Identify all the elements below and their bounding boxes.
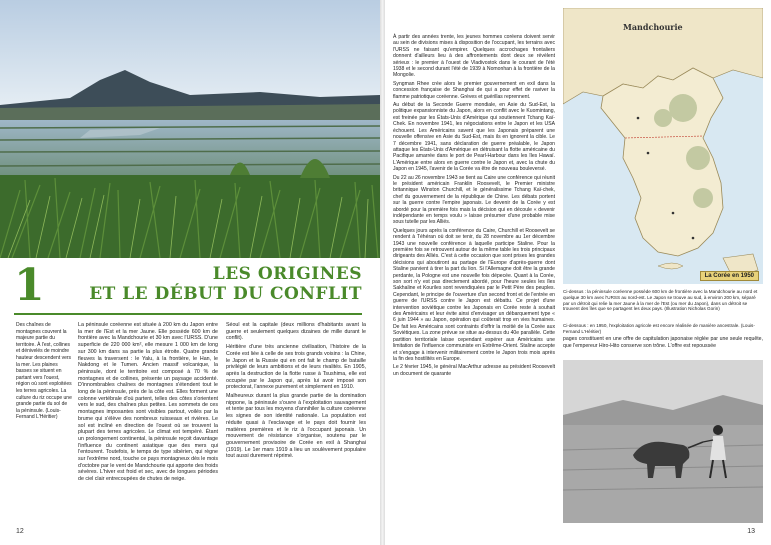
paragraph: Syngman Rhee crée alors le premier gouvernement en exil dans la concession française de Shanghai de qui a pour effet de raviver la flamme patriotique coréenne. Grèves et guérillas reprennent. [393,80,555,100]
text-column-4 [563,336,763,351]
paragraph: Au début de la Seconde Guerre mondiale, en Asie du Sud-Est, la politique expansionniste du Japon, alors en conflit avec le Kuomintang, est freinée par les États-Unis d'Amérique qui soutiennent Tchang Kaï-Chek. En novembre 1941, les négociations entre le Japon et les USA échouent. Les Américains savent que les Japonais préparent une nouvelle offensive en Asie du Sud-Est, mais ils en ignorent la cible. Le 7 décembre 1941, sans déclaration de guerre préalable, le Japon attaque les États-Unis d'Amérique en détruisant la flotte américaine du Pacifique amarrée dans le port de Pearl-Harbour dans les îles Hawaï. L'Amérique entre alors en guerre contre le Japon et, avec la chute du Japon en 1945, l'avenir de la Corée va être de nouveau bouleversé. [393,102,555,173]
farmer-ox-photo [563,360,763,523]
paragraph: Quelques jours après la conférence du Caire, Churchill et Roosevelt se rendent à Téhéran où doit se tenir, du 28 novembre au 1er décembre 1943 une nouvelle conférence à laquelle participe Staline. Pour la première fois se retrouvent autour de la même table les trois principaux dirigeants des Alliés. C'est à cette occasion que sont prises les grandes décisions qui aboutiront au partage de l'Europe d'après-guerre dont Staline parvient à tirer la part du lion. Si l'Allemagne doit être la grande perdante, la Pologne est une nouvelle fois dépecée. Quant à la Corée, son sort n'y est pas directement abordé, pour l'heure seules les îles Sakhaline et Kouriles sont revendiquées par le Petit Père des peuples. Cependant, le principe de l'ouverture d'un second front et de l'entrée en guerre de l'URSS contre le Japon est débattu. Ce projet d'une intervention soviétique contre les Japonais en Corée reste à souhait des Américains et leur évite ainsi d'envisager un débarquement type « 6 juin 1944 » au Japon, opération qui coûterait trop en vies humaines. De fait les Américains sont contraints d'offrir la moitié de la Corée aux Soviétiques. La zone prévue se situe au-dessus du 40e parallèle. Cette partition territoriale laisse cependant espérer aux Américains une limitation de l'influence communiste en Extrême-Orient. Staline accepte et s'engage à intervenir militairement contre le Japon trois mois après la fin des hostilités en Europe. [393,227,555,362]
paragraph: Séoul est la capitale (deux millions d'habitants avant la guerre et seulement quelques dizaines de mille durant le conflit). [226,322,366,342]
photo-caption-left: Des chaînes de montagnes couvrent la majeure partie du territoire. À l'est, collines et dénivelés de moindre hauteur descendent vers la mer. Les plaines basses se situent en partant vers l'ouest, région où sont exploitées les terres agricoles. La culture du riz occupe une grande partie du sol de la péninsule. (Louis-Fernand L'Héritier) [16,322,72,421]
korea-map [563,8,763,284]
chapter-title [89,264,362,304]
chapter-number: 1 [14,260,45,311]
page-number-right: 13 [747,528,755,535]
chapter-rule [14,313,362,315]
chapter-title-line2: ET LE DÉBUT DU CONFLIT [89,284,362,304]
text-column-2 [226,322,366,462]
text-column-1 [78,322,218,485]
page-number-left: 12 [16,528,24,535]
paragraph: Malheureux durant la plus grande partie de la domination nippone, la péninsule s'ouvre à l'exploitation sauvagement et tente par tous les moyens d'annihiler la culture coréenne les signes de son identité nationale. La population est réduite quasi à l'esclavage et le pays doit fournir les matières premières et le riz à l'occupant japonais. Un mouvement de résistance s'organise, soutenu par le gouvernement provisoire de Corée en exil à Shanghai (1919). Le 1er mars 1919 a lieu un soulèvement populaire tout aussi durement réprimé. [226,393,366,460]
chapter-title-line1: LES ORIGINES [212,264,362,284]
map-legend: La Corée en 1950 [700,271,759,281]
right-page [385,0,771,545]
rice-field-photo [0,0,380,258]
left-page [0,0,380,545]
paragraph: Héritière d'une très ancienne civilisation, l'histoire de la Corée est liée à celle de ses trois grands voisins : la Chine, le Japon et la Russie qui en ont fait le champ de bataille privilégié de leurs ambitions et de leurs rivalités. En 1905, après la destruction de la flotte russe à Tsushima, elle est occupée par le Japon qui, après lui avoir imposé son protectorat, l'annexe purement et simplement en 1910. [226,344,366,391]
paragraph: pages constituent en une offre de capitulation japonaise réglée par une seule requête, que l'empereur Hiro-Hito conserve son trône. L'offre est repoussée [563,336,763,349]
text-column-3 [393,34,555,379]
map-caption: Ci-dessus : la péninsule coréenne possède 600 km de frontière avec la Mandchourie au nord et quelque 30 km avec l'URSS au nord-est. Le Japon se trouve au sud, à environ 200 km, séparé par un détroit qui relie la mer Jaune à la mer de l'Est (ou mer du Japon), dans un détroit se trouvent des îles que se partagent les deux pays. (Illustration Nicholas Gorin) [563,289,758,312]
paragraph: La péninsule coréenne est située à 200 km du Japon entre la mer de l'Est et la mer Jaune. Elle possède 600 km de frontière avec la Mandchourie et 30 km avec l'URSS. D'une superficie de 220 000 km², elle mesure 1 000 km de long sur 300 km dans sa partie la plus étroite. Quatre grands fleuves la traversent : le Yalu, à la frontière, le Han, le Nakdong et le Tumen. Ancien massif volcanique, la péninsule, dont le territoire est composé à 70 % de montagnes et de collines, présente un paysage accidenté. D'innombrables chaînes de montagnes s'étendent tout le long de la péninsule, près de la côte est. Elles forment une colonne vertébrale d'où partent, telles des côtes s'orientent vers le sud, des chaînes plus petites. Les sommets de ces montagnes imposantes sont visibles partout, voilés par la brume qui s'élève des nombreux ruisseaux et rivières. Le sol est incliné en direction de l'ouest où se trouvent la plupart des terres agricoles. Le climat est tempéré. Étant un prolongement continental, la péninsule reçoit davantage l'influence du continent asiatique que des mers qui l'entourent. Toutefois, le temps de type sibérien, qui règne sur l'extrême nord, touche ce pays montagneux dès le mois d'octobre par le vent de Mandchourie qui apporte des froids sévères. L'hiver est froid et sec, avec de longues périodes de ciel clair entrecoupées de chutes de neige. [78,322,218,483]
paragraph: Du 22 au 26 novembre 1943 se tient au Caire une conférence qui réunit le président américain Franklin Roosevelt, le Premier ministre britannique Winston Churchill, et le généralissime Tchang Kaï-chek, chef du gouvernement de la république de Chine. Les débats portent sur la guerre contre l'empire japonais. Le devenir de la Corée y est abordé pour la première fois mais la décision qui en découle « devenir indépendante en temps voulu » laisse présumer d'une probable mise sous tutelle par les Alliés. [393,174,555,226]
paragraph: À partir des années trente, les jeunes hommes coréens doivent servir au sein de divisions mises à disposition de l'occupant, les terrains avec l'URSS ne faisant qu'empirer. Quelques accrochages frontaliers donnent d'ailleurs lieu à des affrontements dont deux se révèlent sérieux : le premier à l'ouest de Vladivostok dans le courant de l'été 1938 et le second durant l'été de 1939 à Nomonhan à la frontière de la Mongolie. [393,34,555,79]
paragraph: Le 2 février 1945, le général MacArthur adresse au président Roosevelt un document de quarante [393,364,555,377]
map-region-label: Mandchourie [623,22,683,32]
photo-caption-right: Ci-dessous : en 1950, l'exploitation agricole est encore réalisée de manière ancestrale. (Louis-Fernand L'Héritier) [563,323,755,334]
